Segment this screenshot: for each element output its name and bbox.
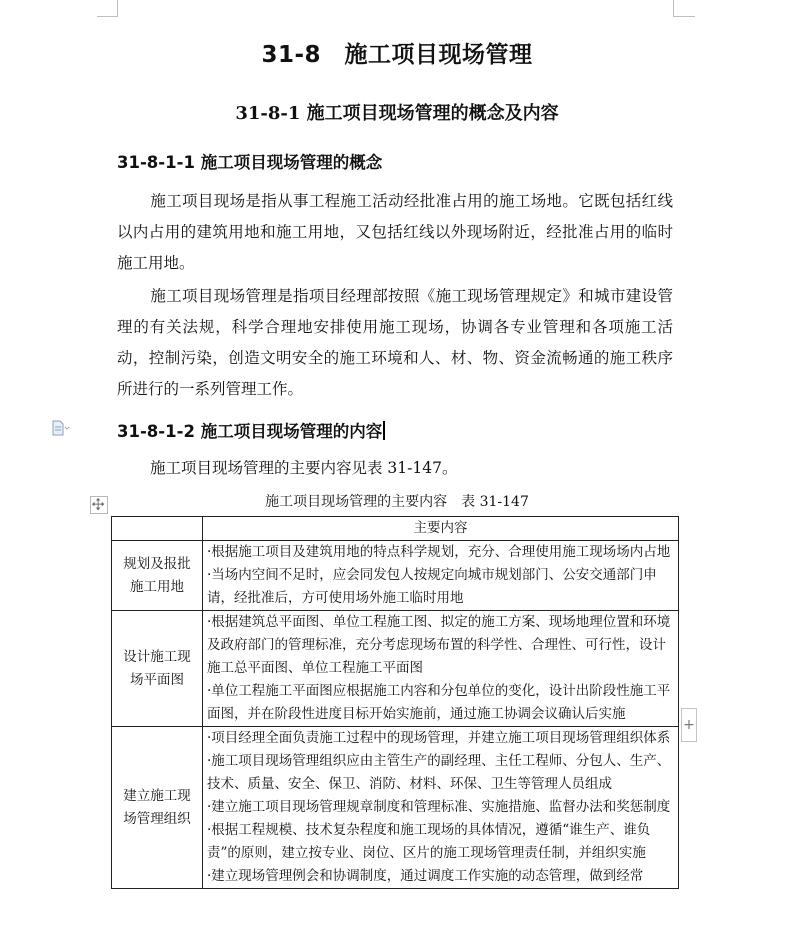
- list-item: ·根据建筑总平面图、单位工程施工图、拟定的施工方案、现场地理位置和环境及政府部门的管理标准，充分考虑现场布置的科学性、合理性、可行性，设计施工总平面图、单位工程施工平面图: [207, 614, 671, 676]
- paragraph-concept-2: [117, 281, 673, 405]
- table-header-blank: [112, 517, 203, 541]
- crop-mark-top-right: [673, 0, 674, 16]
- crop-mark-top-left: [117, 0, 118, 16]
- table-row-category: 规划及报批施工用地: [112, 541, 203, 611]
- paragraph-table-reference-text: 施工项目现场管理的主要内容见表 31-147。: [150, 459, 458, 477]
- list-item: ·施工项目现场管理组织应由主管生产的副经理、主任工程师、分包人、生产、技术、质量、安全、保卫、消防、材料、环保、卫生等管理人员组成: [207, 753, 671, 792]
- table-row-content: [203, 611, 679, 727]
- table-move-handle[interactable]: [90, 496, 108, 514]
- list-item: ·当场内空间不足时，应会同发包人按规定向城市规划部门、公安交通部门申请，经批准后，方可使用场外施工临时用地: [207, 567, 657, 606]
- table-row-category: 设计施工现场平面图: [112, 611, 203, 727]
- list-item: ·根据工程规模、技术复杂程度和施工现场的具体情况，遵循“谁生产、谁负责”的原则，建立按专业、岗位、区片的施工现场管理责任制，并组织实施: [207, 822, 651, 861]
- table-header-main-content: 主要内容: [203, 517, 679, 541]
- crop-mark-top-left-h: [97, 16, 118, 17]
- chapter-title: 31-8 施工项目现场管理: [261, 42, 533, 68]
- table-row-content: [203, 727, 679, 889]
- paragraph-concept-2-text: 施工项目现场管理是指项目经理部按照《施工现场管理规定》和城市建设管理的有关法规，科学合理地安排使用施工现场，协调各专业管理和各项施工活动，控制污染，创造文明安全的施工环境和人、材、物、资金流畅通的施工秩序所进行的一系列管理工作。: [117, 287, 673, 398]
- list-item: ·建立现场管理例会和协调制度，通过调度工作实施的动态管理，做到经常: [207, 868, 644, 884]
- table-row: [112, 611, 679, 727]
- table-caption: 施工项目现场管理的主要内容 表 31-147: [265, 494, 529, 510]
- section-title: 31-8-1 施工项目现场管理的概念及内容: [235, 103, 559, 124]
- table-row: [112, 541, 679, 611]
- plus-icon: +: [683, 717, 695, 733]
- subsection-title-content-text: 31-8-1-2 施工项目现场管理的内容: [117, 422, 383, 441]
- paragraph-concept-1: [117, 186, 673, 279]
- move-arrows-icon: [91, 497, 107, 513]
- subsection-title-concept: 31-8-1-1 施工项目现场管理的概念: [117, 153, 383, 172]
- table-row: [112, 727, 679, 889]
- document-icon[interactable]: [52, 420, 70, 436]
- crop-mark-top-right-h: [673, 16, 695, 17]
- content-table: [111, 516, 679, 889]
- table-header-row: [112, 517, 679, 541]
- paragraph-table-reference: [117, 453, 673, 484]
- list-item: ·单位工程施工平面图应根据施工内容和分包单位的变化，设计出阶段性施工平面图，并在阶段性进度目标开始实施前，通过施工协调会议确认后实施: [207, 683, 671, 722]
- subsection-title-content: [117, 418, 385, 442]
- table-row-category: 建立施工现场管理组织: [112, 727, 203, 889]
- table-add-column-button[interactable]: [681, 708, 697, 742]
- list-item: ·项目经理全面负责施工过程中的现场管理，并建立施工项目现场管理组织体系: [207, 730, 671, 746]
- list-item: ·根据施工项目及建筑用地的特点科学规划，充分、合理使用施工现场场内占地: [207, 544, 671, 560]
- table-row-content: [203, 541, 679, 611]
- text-cursor: [383, 421, 385, 440]
- list-item: ·建立施工项目现场管理规章制度和管理标准、实施措施、监督办法和奖惩制度: [207, 799, 671, 815]
- paragraph-concept-1-text: 施工项目现场是指从事工程施工活动经批准占用的施工场地。它既包括红线以内占用的建筑用地和施工用地，又包括红线以外现场附近，经批准占用的临时施工用地。: [117, 192, 673, 272]
